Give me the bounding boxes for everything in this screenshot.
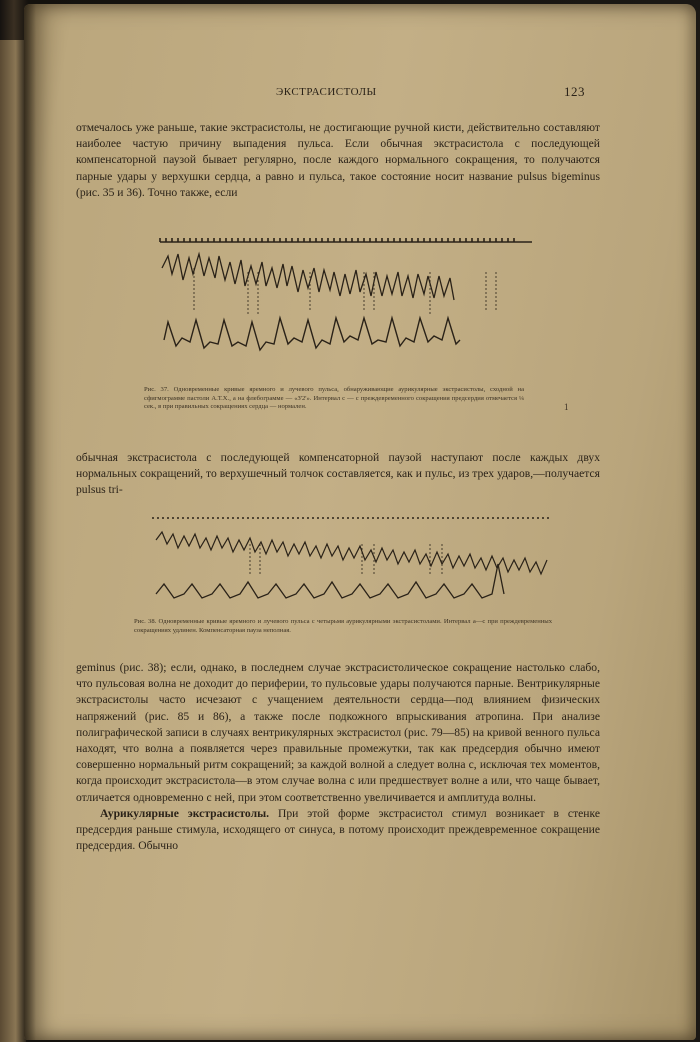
body-text-middle <box>76 450 600 499</box>
figure-37-tracing <box>140 228 536 378</box>
radial-pulse-curve <box>156 564 504 598</box>
radial-pulse-curve <box>164 318 460 350</box>
gutter-shadow <box>24 4 36 1040</box>
figure-38-tracing <box>130 510 554 614</box>
jugular-pulse-curve <box>156 532 547 574</box>
paragraph: обычная экстрасистола с последующей компенсаторной паузой наступают после каждых двух нормальных сокращений, то верхушечный толчок составляется, как и пульс, из трех ударов,—получается pulsus tri- <box>76 451 600 497</box>
paragraph: geminus (рис. 38); если, однако, в последнем случае экстрасистолическое сокращение настолько слабо, что пульсовая волна не доходит до периферии, то пульсовые удары получаются парные. Вентрикулярные экстрасистолы часто исчезают с учащением деятельности сердца—под влиянием физических напряжений (рис. 85 и 86), а также после подкожного впрыскивания атропина. При анализе полиграфической записи в случаях вентрикулярных экстрасистол (рис. 79—85) на кривой венного пульса находят, что волна a появляется через правильные промежутки, так как предсердия обычно имеют совершенно нормальный ритм сокращений; за каждой волной a следует волна c, исключая тех моментов, когда происходит экстрасистола—в этом случае волна c или предшествует волне a или, что чаще бывает, отличается одновременно с ней, при этом соответственно увеличивается и амплитуда волны. <box>76 661 600 804</box>
left-page-edge <box>0 40 26 1042</box>
figure-37-caption: Рис. 37. Одновременные кривые яремного и лучевого пульса, обнаруживающие аурикулярные экстрасистолы, сходной на сфигмограмме пастоли А.Т.Х., а на флебограмме — «З'2'». Интервал c — c преждевременного сокращения предсердия отмечается ¼ сек., в при правильных сокращениях сердца — нормален. <box>144 386 524 411</box>
body-text-bottom <box>76 660 600 854</box>
jugular-pulse-curve <box>162 254 454 300</box>
paragraph: отмечалось уже раньше, такие экстрасистолы, не достигающие ручной кисти, действительно составляют наиболее частую причину выпадения пульса. Если обычная экстрасистола с последующей компенсаторной паузой бывает регулярно, после каждого нормального сокращения, то получаются парные удары у верхушки сердца, а равно и пульса, такое состояние носит название pulsus bigeminus (рис. 35 и 36). Точно также, если <box>76 121 600 199</box>
running-header <box>24 84 696 102</box>
section-text: При этой форме экстрасистол стимул возникает в стенке предсердия раньше стимула, исходящего от синуса, в потому происходит преждевременное сокращение предсердия. Обычно <box>76 806 600 853</box>
margin-marker: 1 <box>564 402 569 412</box>
body-text-top <box>76 120 600 201</box>
running-title: ЭКСТРАСИСТОЛЫ <box>276 86 377 98</box>
subheading: Аурикулярные экстрасистолы. <box>100 806 270 820</box>
section-paragraph <box>76 806 600 855</box>
time-marker-line <box>160 238 532 242</box>
book-page <box>24 4 696 1040</box>
figure-38-caption: Рис. 38. Одновременные кривые яремного и лучевого пульса с четырьмя аурикулярными экстрасистолами. Интервал а—с при преждевременных сокращениях удлинен. Компенсаторная пауза неполная. <box>134 618 552 634</box>
page-number: 123 <box>564 84 585 99</box>
